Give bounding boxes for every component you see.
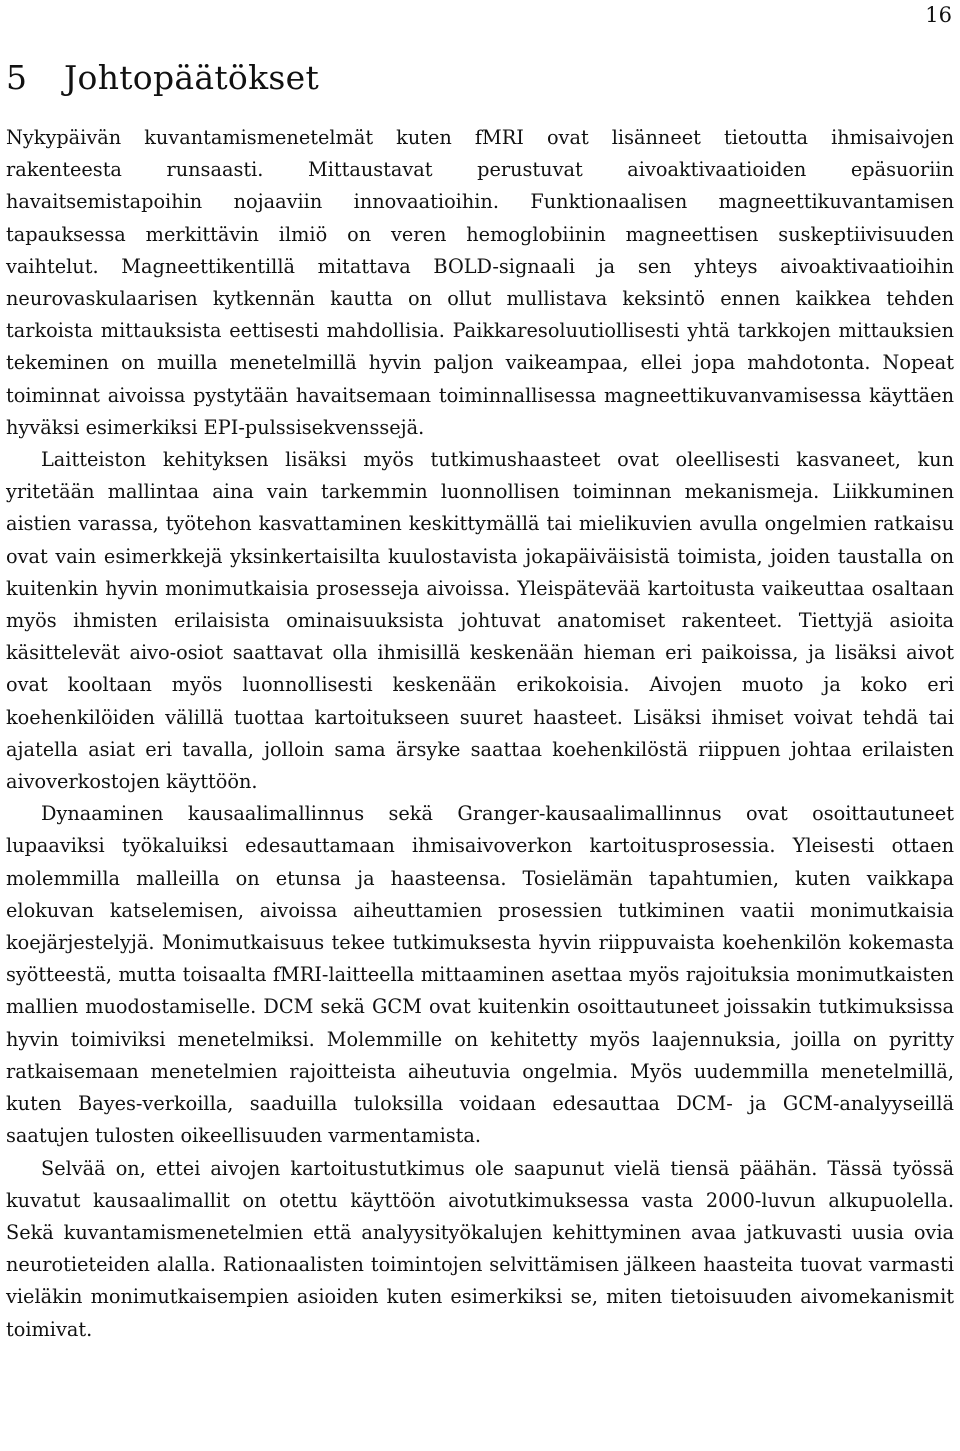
section-title: Johtopäätökset — [64, 58, 320, 97]
page-number: 16 — [925, 3, 952, 27]
paragraph-challenges: Laitteiston kehityksen lisäksi myös tutkimushaasteet ovat oleellisesti kasvaneet, kun yritetään mallintaa aina vain tarkemmin luonnollisen toiminnan mekanismeja. Liikkuminen aistien varassa, työtehon kasvattaminen keskittymällä tai mielikuvien avulla ongelmien ratkaisu ovat vain esimerkkejä yksinkertaisilta kuulostavista jokapäiväisistä toimista, joiden taustalla on kuitenkin hyvin monimutkaisia prosesseja aivoissa. Yleispätevää kartoitusta vaikeuttaa osaltaan myös ihmisten erilaisista ominaisuuksista johtuvat anatomiset rakenteet. Tiettyjä asioita käsittelevät aivo-osiot saattavat olla ihmisillä keskenään hieman eri paikoissa, ja lisäksi aivot ovat kooltaan myös luonnollisesti keskenään erikokoisia. Aivojen muoto ja koko eri koehenkilöiden välillä tuottaa kartoitukseen suuret haasteet. Lisäksi ihmiset voivat tehdä tai ajatella asiat eri tavalla, jolloin sama ärsyke saattaa koehenkilöstä riippuen johtaa erilaisten aivoverkostojen käyttöön. — [6, 448, 954, 794]
section-heading — [6, 58, 319, 98]
paragraph-causal-models: Dynaaminen kausaalimallinnus sekä Granger-kausaalimallinnus ovat osoittautuneet lupaaviksi työkaluiksi edesauttamaan ihmisaivoverkon kartoitusprosessia. Yleisesti ottaen molemmilla malleilla on etunsa ja haasteensa. Tosielämän tapahtumien, kuten vaikkapa elokuvan katselemisen, aivoissa aiheuttamien prosessien tutkiminen vaatii monimutkaisia koejärjestelyjä. Monimutkaisuus tekee tutkimuksesta hyvin riippuvaista koehenkilön kokemasta syötteestä, mutta toisaalta fMRI-laitteella mittaaminen asettaa myös rajoituksia monimutkaisten mallien muodostamiselle. DCM sekä GCM ovat kuitenkin osoittautuneet joissakin tutkimuksissa hyvin toimiviksi menetelmiksi. Molemmille on kehitetty myös laajennuksia, joilla on pyritty ratkaisemaan menetelmien rajoitteista aiheutuvia ongelmia. Myös uudemmilla menetelmillä, kuten Bayes-verkoilla, saaduilla tuloksilla voidaan edesauttaa DCM- ja GCM-analyyseillä saatujen tulosten oikeellisuuden varmentamista. — [6, 802, 954, 1148]
section-body — [6, 122, 954, 1346]
paragraph-outlook: Selvää on, ettei aivojen kartoitustutkimus ole saapunut vielä tiensä päähän. Tässä työssä kuvatut kausaalimallit on otettu käyttöön aivotutkimuksessa vasta 2000-luvun alkupuolella. Sekä kuvantamismenetelmien että analyysityökalujen kehittyminen avaa jatkuvasti uusia ovia neurotieteiden alalla. Rationaalisten toimintojen selvittämisen jälkeen haasteita tuovat varmasti vieläkin monimutkaisempien asioiden kuten esimerkiksi se, miten tietoisuuden aivomekanismit toimivat. — [6, 1156, 954, 1341]
paragraph-intro: Nykypäivän kuvantamismenetelmät kuten fMRI ovat lisänneet tietoutta ihmisaivojen rakenteesta runsaasti. Mittaustavat perustuvat aivoaktivaatioiden epäsuoriin havaitsemistapoihin nojaaviin innovaatioihin. Funktionaalisen magneettikuvantamisen tapauksessa merkittävin ilmiö on veren hemoglobiinin magneettisen suskeptiivisuuden vaihtelut. Magneettikentillä mitattava BOLD-signaali ja sen yhteys aivoaktivaatioihin neurovaskulaarisen kytkennän kautta on ollut mullistava keksintö ennen kaikkea tehden tarkoista mittauksista eettisesti mahdollisia. Paikkaresoluutiollisesti yhtä tarkkojen mittauksien tekeminen on muilla menetelmillä hyvin paljon vaikeampaa, ellei jopa mahdotonta. Nopeat toiminnat aivoissa pystytään havaitsemaan toiminnallisessa magneettikuvanvamisessa käyttäen hyväksi esimerkiksi EPI-pulssisekvenssejä. — [6, 126, 954, 439]
section-number: 5 — [6, 58, 28, 97]
